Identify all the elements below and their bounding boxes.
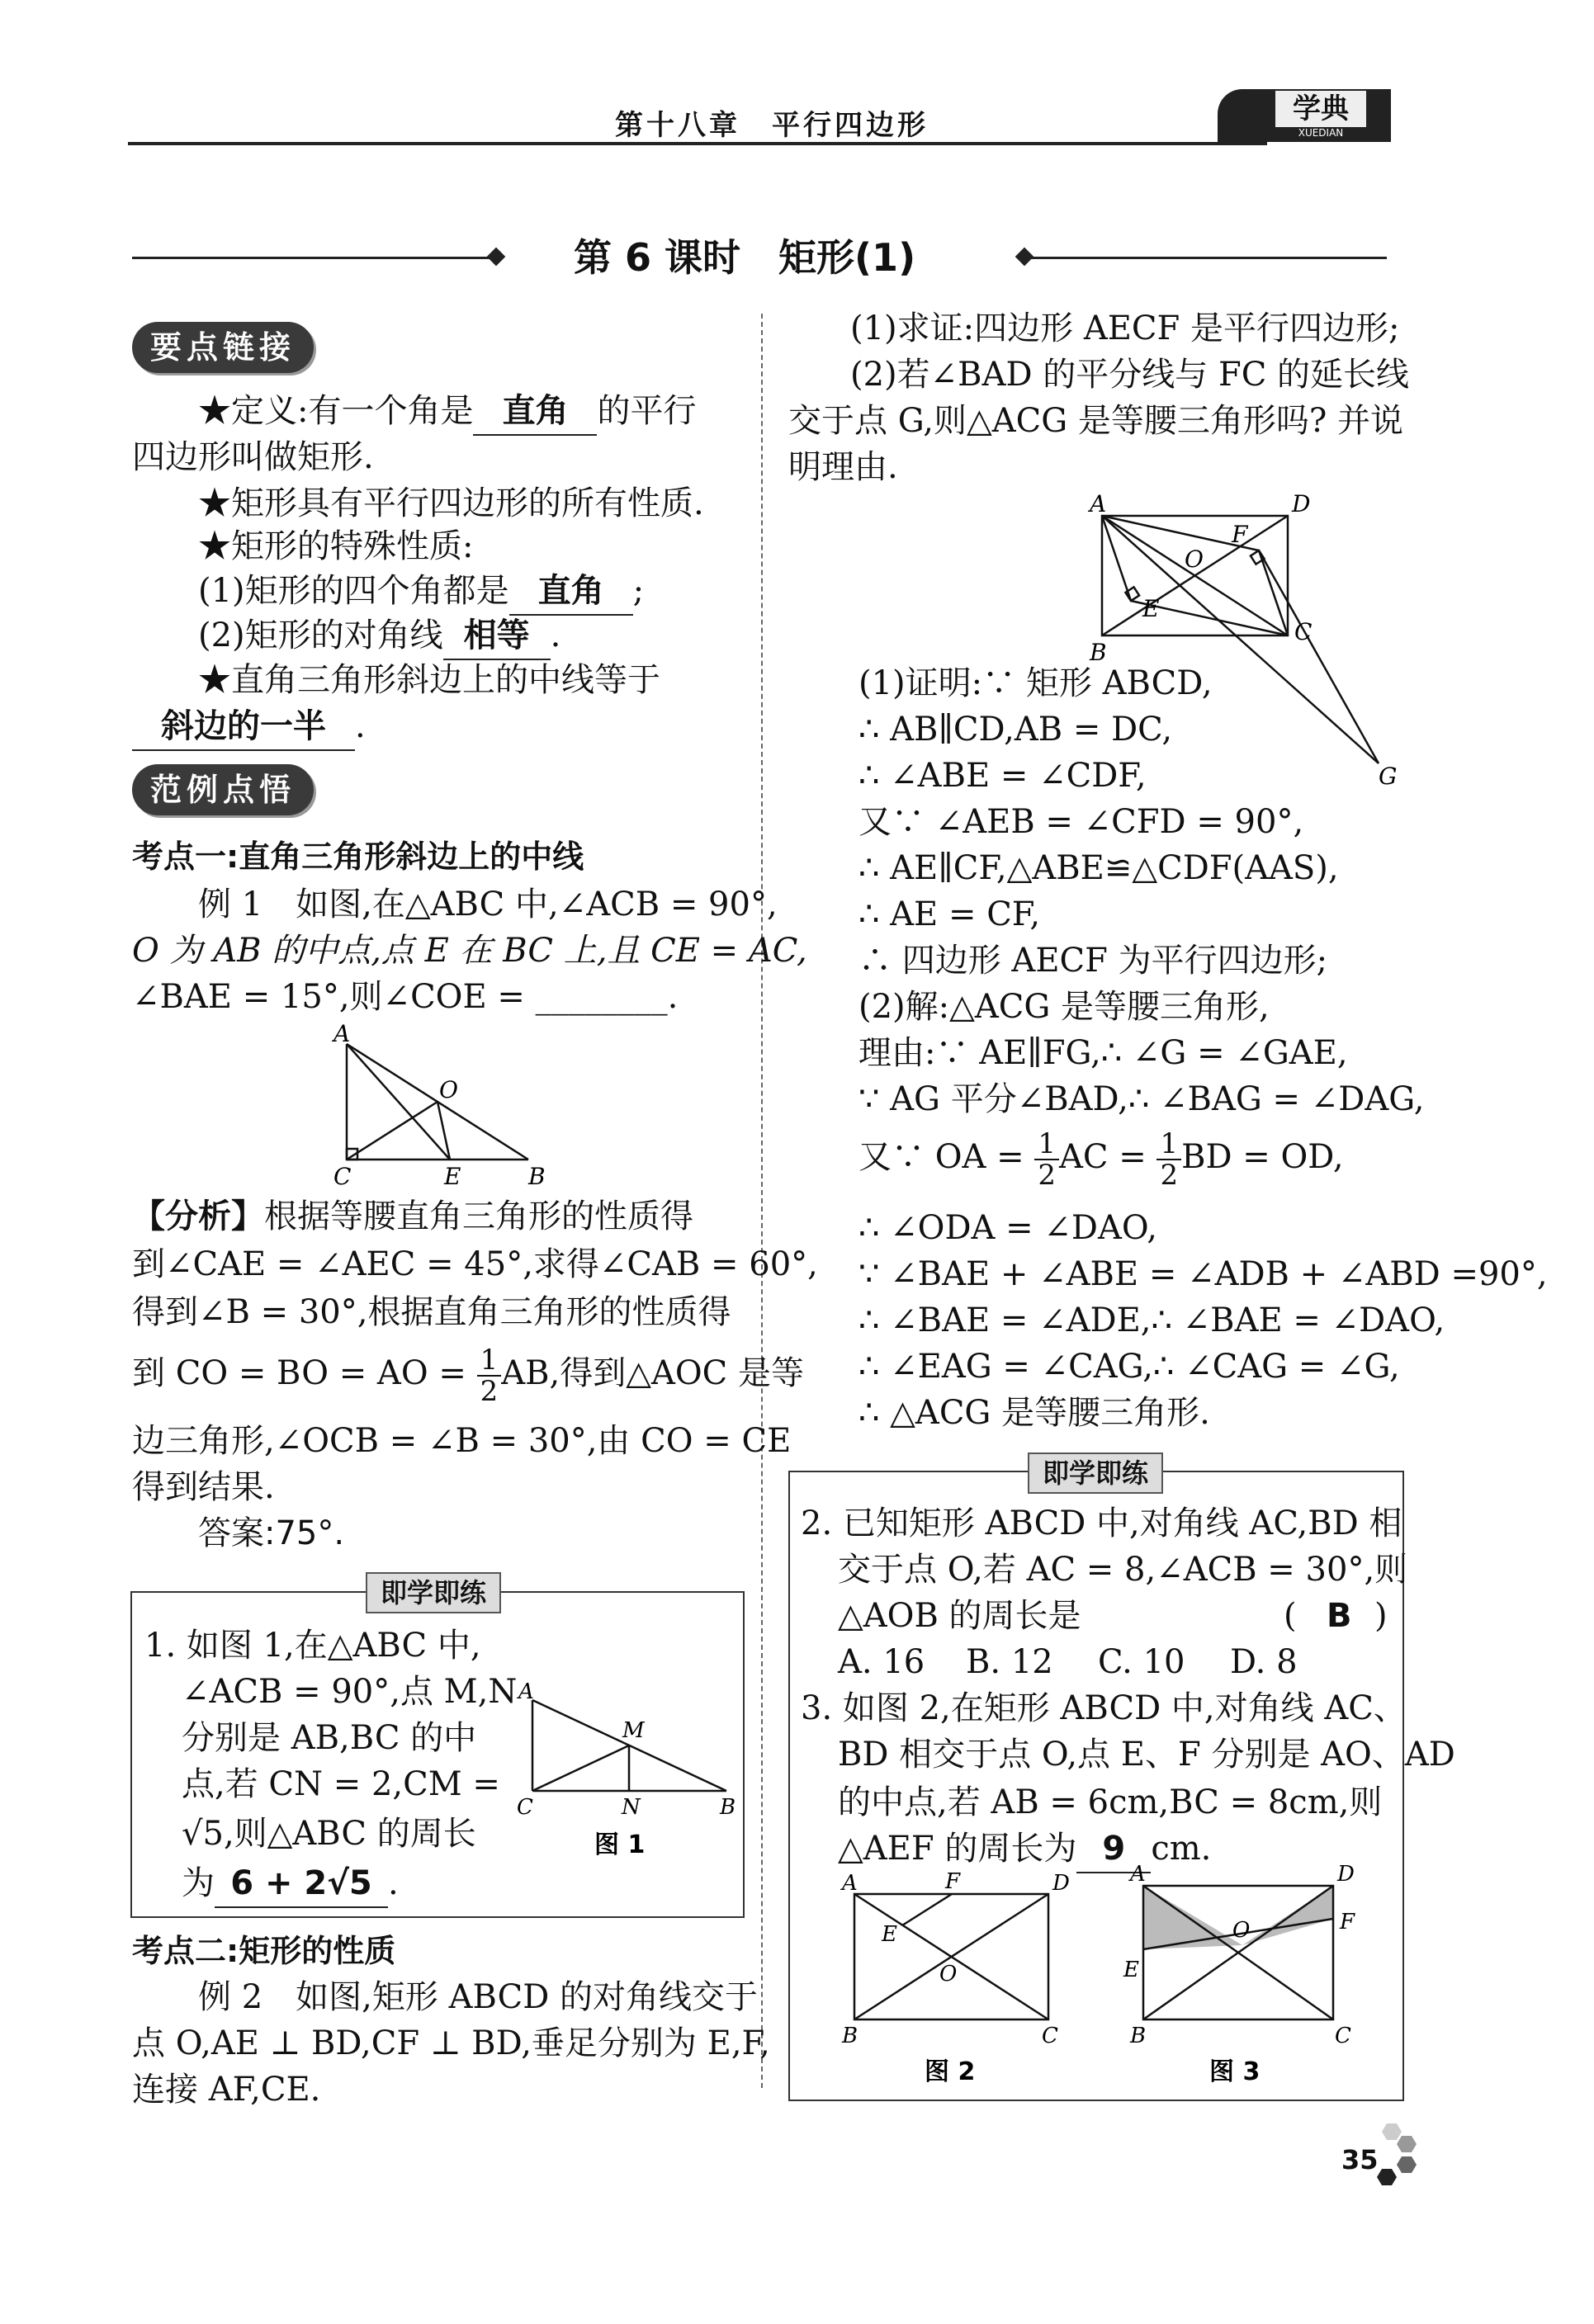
fig3-label-F: F <box>1340 1910 1355 1934</box>
q3-answer: 9 <box>1076 1826 1151 1873</box>
proof-line: (1)证明:∵ 矩形 ABCD, <box>858 664 1213 702</box>
ex2-question-2: (2)若∠BAD 的平分线与 FC 的延长线 <box>850 356 1410 394</box>
fig2-label-A: A <box>842 1871 858 1896</box>
example1-figure <box>322 1023 561 1188</box>
label-A: A <box>333 1023 351 1047</box>
proof-line: ∴ ∠ABE = ∠CDF, <box>858 757 1147 795</box>
fig3-label-A: A <box>1130 1862 1146 1887</box>
proof-line: ∴ ∠ODA = ∠DAO, <box>858 1209 1158 1247</box>
definition-line: ★定义:有一个角是 直角 的平行 <box>132 388 743 436</box>
analysis-line3: 得到∠B = 30°,根据直角三角形的性质得 <box>132 1293 731 1331</box>
example1-answer: 答案:75°. <box>198 1514 345 1552</box>
proof-line: ∴ AB∥CD,AB = DC, <box>858 711 1173 749</box>
ex2-label-B: B <box>1090 639 1107 666</box>
ex2-question-4: 明理由. <box>788 448 898 486</box>
q1-line3: 分别是 AB,BC 的中 <box>182 1719 477 1757</box>
example1-line3: ∠BAE = 15°,则∠COE = ________. <box>132 978 679 1016</box>
proof-line: ∴ △ACG 是等腰三角形. <box>858 1394 1210 1432</box>
q1-line2: ∠ACB = 90°,点 M,N <box>182 1673 518 1711</box>
figure-3 <box>1119 1853 1399 2096</box>
fraction-half: $\frac{1}{2}$ <box>477 1345 502 1406</box>
page-number: 35 <box>1341 2144 1379 2175</box>
page-header <box>128 83 1391 157</box>
fig3-label-E: E <box>1123 1958 1139 1982</box>
fig3-label-D: D <box>1337 1862 1355 1887</box>
q1-line6: 为 6 + 2√5 . <box>182 1860 399 1908</box>
property-special: ★矩形的特殊性质: <box>198 527 474 565</box>
label-B: B <box>528 1163 546 1188</box>
fig2-label-O: O <box>939 1962 958 1986</box>
logo-text: 学典 <box>1275 91 1366 127</box>
fig1-label-B: B <box>720 1795 736 1820</box>
practice-label-2: 即学即练 <box>1028 1452 1163 1494</box>
property-1: (1)矩形的四个角都是 直角 ; <box>198 568 644 616</box>
fig3-label-O: O <box>1232 1918 1251 1943</box>
fig3-label-C: C <box>1335 2024 1351 2048</box>
q2-line1: 2. 已知矩形 ABCD 中,对角线 AC,BD 相 <box>801 1504 1402 1542</box>
q3-line3: 的中点,若 AB = 6cm,BC = 8cm,则 <box>838 1783 1383 1821</box>
label-E: E <box>444 1163 461 1188</box>
fig1-label-C: C <box>517 1795 533 1820</box>
fig2-caption: 图 2 <box>925 2057 976 2086</box>
ex2-question-3: 交于点 G,则△ACG 是等腰三角形吗? 并说 <box>788 402 1404 440</box>
proof-fraction-line: 又∵ OA = $\frac{1}{2}$ AC = $\frac{1}{2}$ BD = OD, <box>858 1127 1344 1192</box>
title-rule-left <box>132 257 495 259</box>
hexagon-decoration-icon <box>1370 2119 1420 2210</box>
chapter-title: 第十八章 平行四边形 <box>615 109 929 142</box>
fig1-label-M: M <box>622 1718 645 1743</box>
q1-line1: 1. 如图 1,在△ABC 中, <box>144 1627 481 1665</box>
ex2-label-G: G <box>1379 763 1398 790</box>
example2-line1: 例 2 如图,矩形 ABCD 的对角线交于 <box>198 1978 759 2016</box>
q3-line4: △AEF 的周长为 9 cm. <box>838 1826 1211 1873</box>
option-d: D. 8 <box>1230 1643 1298 1681</box>
option-a: A. 16 <box>838 1643 925 1681</box>
ex2-label-F: F <box>1232 521 1248 548</box>
proof-line: ∴ 四边形 AECF 为平行四边形; <box>858 942 1328 980</box>
analysis-line2: 到∠CAE = ∠AEC = 45°,求得∠CAB = 60°, <box>132 1245 818 1283</box>
proof-line: (2)解:△ACG 是等腰三角形, <box>858 988 1270 1026</box>
fig3-label-B: B <box>1130 2024 1147 2048</box>
example2-line2: 点 O,AE ⊥ BD,CF ⊥ BD,垂足分别为 E,F, <box>132 2024 770 2062</box>
analysis-line5: 边三角形,∠OCB = ∠B = 30°,由 CO = CE <box>132 1422 792 1460</box>
point2-heading: 考点二:矩形的性质 <box>132 1933 396 1969</box>
figure-2 <box>834 1865 1098 2096</box>
q1-line4: 点,若 CN = 2,CM = <box>182 1765 500 1803</box>
analysis-line4: 到 CO = BO = AO = $\frac{1}{2}$ AB,得到△AOC 是等 <box>132 1344 804 1408</box>
example2-line3: 连接 AF,CE. <box>132 2071 321 2109</box>
examples-badge: 范例点悟 <box>132 764 314 815</box>
header-logo <box>1218 89 1391 142</box>
proof-line: ∴ ∠BAE = ∠ADE,∴ ∠BAE = ∠DAO, <box>858 1301 1445 1339</box>
q2-line2: 交于点 O,若 AC = 8,∠ACB = 30°,则 <box>838 1551 1408 1589</box>
property-all: ★矩形具有平行四边形的所有性质. <box>198 484 704 522</box>
proof-line: 又∵ ∠AEB = ∠CFD = 90°, <box>858 803 1304 841</box>
title-diamond-left <box>487 248 506 267</box>
median-answer: 斜边的一半 <box>132 703 355 751</box>
def-answer: 直角 <box>473 388 597 436</box>
fig1-label-N: N <box>622 1795 641 1820</box>
p1-answer: 直角 <box>509 568 633 616</box>
label-O: O <box>439 1076 458 1103</box>
option-b: B. 12 <box>966 1643 1053 1681</box>
figure-1 <box>512 1667 743 1865</box>
q3-line1: 3. 如图 2,在矩形 ABCD 中,对角线 AC、 <box>801 1689 1407 1727</box>
column-divider <box>761 314 763 2088</box>
fraction-half-a: $\frac{1}{2}$ <box>1034 1129 1059 1190</box>
proof-line: ∵ AG 平分∠BAD,∴ ∠BAG = ∠DAG, <box>858 1080 1425 1118</box>
fig1-label-A: A <box>518 1679 534 1704</box>
fig2-label-D: D <box>1052 1871 1070 1896</box>
q3-line2: BD 相交于点 O,点 E、F 分别是 AO、AD <box>838 1736 1455 1774</box>
option-c: C. 10 <box>1098 1643 1185 1681</box>
proof-line: ∵ ∠BAE + ∠ABE = ∠ADB + ∠ABD =90°, <box>858 1255 1548 1293</box>
lesson-title: 第 6 课时 矩形(1) <box>574 235 916 280</box>
fig2-label-F: F <box>945 1869 961 1894</box>
analysis-line1: 【分析】根据等腰直角三角形的性质得 <box>132 1197 693 1235</box>
median-answer-line: 斜边的一半 . <box>132 703 366 751</box>
p2-answer: 相等 <box>443 612 551 660</box>
definition-line2: 四边形叫做矩形. <box>132 438 374 476</box>
fig2-label-C: C <box>1042 2024 1058 2048</box>
example1-line1: 例 1 如图,在△ABC 中,∠ACB = 90°, <box>198 886 778 923</box>
ex2-label-A: A <box>1090 491 1107 517</box>
q1-line5: √5,则△ABC 的周长 <box>182 1815 476 1853</box>
proof-line: 理由:∵ AE∥FG,∴ ∠G = ∠GAE, <box>858 1034 1348 1072</box>
q2-line3: △AOB 的周长是 ( B ) <box>838 1593 1383 1639</box>
header-rule <box>128 142 1267 145</box>
proof-line: ∴ AE = CF, <box>858 895 1041 933</box>
fig1-caption: 图 1 <box>594 1830 646 1859</box>
logo-subtext: XUEDIAN <box>1298 127 1344 139</box>
example1-line2: O 为 AB 的中点,点 E 在 BC 上,且 CE = AC, <box>132 932 807 970</box>
point1-heading: 考点一:直角三角形斜边上的中线 <box>132 838 584 875</box>
proof-line: ∴ AE∥CF,△ABE≌△CDF(AAS), <box>858 849 1339 887</box>
ex2-label-O: O <box>1185 546 1204 573</box>
fig3-caption: 图 3 <box>1209 2057 1261 2086</box>
proof-line: ∴ ∠EAG = ∠CAG,∴ ∠CAG = ∠G, <box>858 1348 1400 1386</box>
fraction-half-b: $\frac{1}{2}$ <box>1156 1129 1181 1190</box>
analysis-line6: 得到结果. <box>132 1468 275 1506</box>
q2-answer: B <box>1327 1597 1352 1635</box>
fig2-label-E: E <box>882 1922 897 1947</box>
ex2-question-1: (1)求证:四边形 AECF 是平行四边形; <box>850 309 1400 347</box>
property-2: (2)矩形的对角线 相等 . <box>198 612 561 660</box>
ex2-label-C: C <box>1294 618 1313 645</box>
q1-answer: 6 + 2√5 <box>215 1860 388 1908</box>
fig2-label-B: B <box>842 2024 858 2048</box>
title-rule-right <box>1024 257 1387 259</box>
ex2-label-D: D <box>1292 491 1311 517</box>
ex2-label-E: E <box>1142 595 1160 622</box>
median-line: ★直角三角形斜边上的中线等于 <box>198 661 660 699</box>
key-points-badge: 要点链接 <box>132 322 314 373</box>
q2-options <box>838 1639 1298 1685</box>
practice-label-1: 即学即练 <box>366 1572 501 1613</box>
label-C: C <box>333 1163 352 1188</box>
